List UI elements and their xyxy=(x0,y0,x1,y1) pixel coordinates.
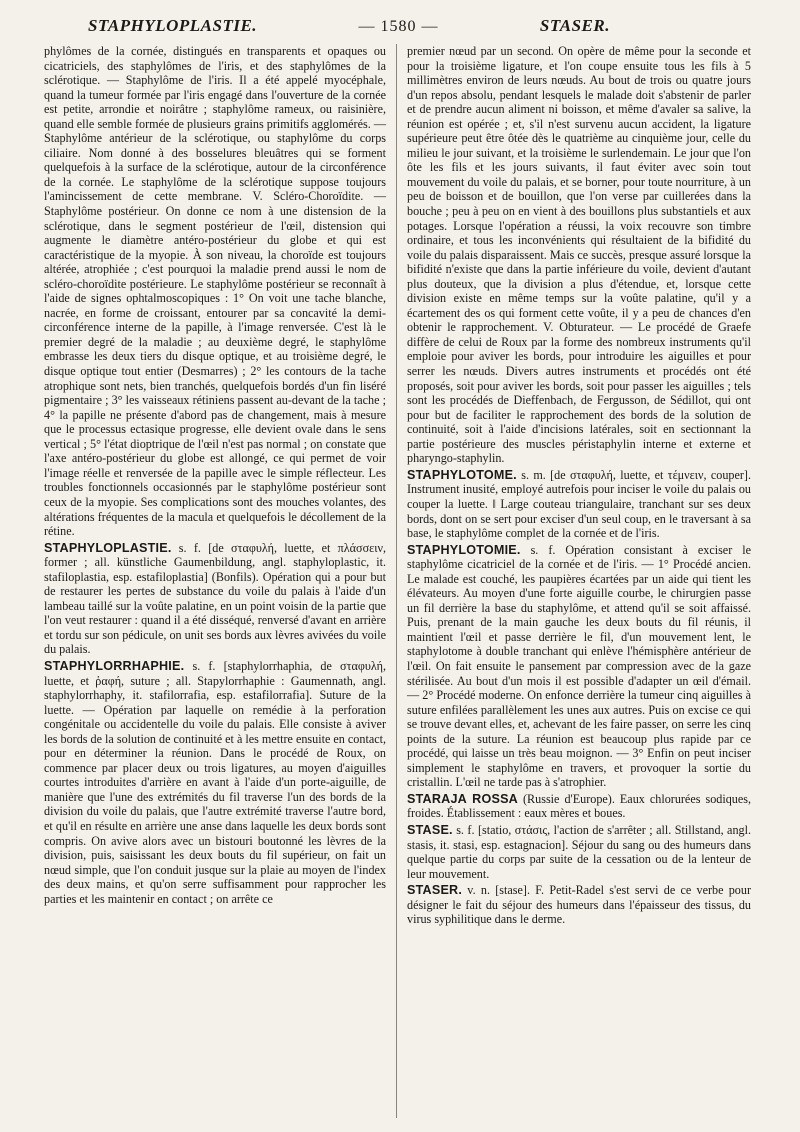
right-column xyxy=(407,44,751,927)
headword: STARAJA ROSSA xyxy=(407,791,518,806)
entry-body: s. m. [de σταφυλή, luette, et τέμνειν, couper]. Instrument inusité, employé autrefois pour inciser le voile du palais ou couper la luette. ‖ Large couteau triangulaire, tranchant sur ses deux bords, dont on se sert pour exciser d'un seul coup, en le traversant à sa base, le staphylôme complet de la cornée et de l'iris. xyxy=(407,467,751,541)
header-left-headword: STAPHYLOPLASTIE. xyxy=(88,16,258,35)
entry-body: s. f. [staphylorrhaphia, de σταφυλή, luette, et ῥαφή, suture ; all. Stapylorrhaphie : Gaumennath, angl. staphylorrhaphy, it. stafilorrafia, esp. estafilorrafia]. Suture de la luette. — Opération par laquelle on remédie à la perforation congénitale ou accidentelle du voile du palais. Elle consiste à aviver les bords de la solution de continuité et à les mettre ensuite en contact, pour en déterminer la réunion. Dans le procédé de Roux, on commence par placer deux ou trois ligatures, au moyen d'aiguilles courtes introduites d'arrière en avant à l'aide d'un porte-aiguille, de manière que l'une des extrémités du fil traverse l'un des bords de la division du voile du palais, que l'autre extrémité traverse l'autre bord, et qu'il en résulte en arrière une anse dans laquelle les deux bords sont compris. On avive alors avec un bistouri boutonné les lèvres de la division, puis, saisissant les deux bouts du fil supérieur, on fait un nœud simple, que l'on conduit jusque sur la plaie au moyen de l'index des deux mains, et qu'on serre suffisamment pour rapprocher les parties et les maintenir en contact ; on arrête ce xyxy=(44,658,386,906)
entry-staraja-rossa xyxy=(407,792,751,821)
staphylorrhaphie-continuation: premier nœud par un second. On opère de même pour la seconde et pour la troisième ligature, et l'on coupe ensuite tous les fils à 5 millimètres environ de leurs nœuds. Au bout de trois ou quatre jours d'un repos absolu, pendant lesquels le malade doit s'abstenir de parler et de prendre aucun aliment ni boisson, et même d'avaler sa salive, la réunion est opérée ; et, s'il n'est survenu aucun accident, la ligature supérieure peut être ôtée dès le quatrième au cinquième jour, celle du milieu le jour suivant, et la troisième le surlendemain. Le jour que l'on ôte les fils et les jours suivants, il faut éviter avec soin tout mouvement du voile du palais, et se borner, pour toute nourriture, à un peu de boisson et de bouillon, que l'on verse par cuillerées dans la bouche ; peu à peu on en vient à des bouillons plus substantiels et aux potages. Lorsque l'opération a réussi, la voix recouvre son timbre ordinaire, et tous les inconvénients qui résultaient de la bifidité du voile du palais disparaissent. Mais ce succès, presque assuré lorsque la bifidité n'existe que dans la partie inférieure du voile, devient d'autant plus douteux, que la division a plus d'étendue, et, lorsque cette division existe en même temps sur la voûte palatine, qu'il y a écartement des os qui forment cette voûte, il y a peu de chances d'en obtenir le rapprochement. V. Obturateur. — Le procédé de Graefe diffère de celui de Roux par la forme des nombreux instruments qu'il emploie pour aviver les bords, pour introduire les aiguilles et pour serrer les nœuds. Divers autres instruments et procédés ont été proposés, soit pour aviver les bords, soit pour passer les aiguilles ; tels sont les procédés de Dieffenbach, de Fergusson, de Sédillot, qui ont pour but de faciliter le rapprochement des bords de la solution de continuité, soit à l'aide d'incisions latérales, soit en sectionnant la partie postérieure des muscles péristaphylin interne et externe et pharyngo-staphylin. xyxy=(407,44,751,466)
entry-staphylotome xyxy=(407,468,751,541)
left-column xyxy=(44,44,386,906)
entry-staphylotomie xyxy=(407,543,751,790)
entry-stase xyxy=(407,823,751,881)
entry-body: (Russie d'Europe). Eaux chlorurées sodiques, froides. Établissement : eaux mères et boues. xyxy=(407,791,751,821)
running-header xyxy=(88,16,760,42)
headword: STASER. xyxy=(407,883,463,898)
page-number: — 1580 — xyxy=(358,18,439,35)
entry-body: s. f. Opération consistant à exciser le staphylôme cicatriciel de la cornée et de l'iris. — 1° Procédé ancien. Le malade est couché, les paupières écartées par un aide qui tient les élévateurs. Au moyen d'une forte aiguille courbe, le chirurgien passe un fil derrière la base du staphylôme, et attend qu'il se soit affaissé. Puis, prenant de la main gauche les deux bouts du fil réunis, il maintient l'œil et passe derrière le fil, d'un mouvement lent, le staphylotome à double tranchant qui enlève l'hémisphère antérieur de l'œil. On fait ensuite le pansement par compression avec de la gaze stérilisée. Au bout d'un mois il est possible d'adapter un œil d'émail. — 2° Procédé moderne. On enfonce derrière la tumeur cinq aiguilles à suture enfilées parallèlement les unes aux autres. Puis on excise ce qui se trouve devant elles, et, achevant de les faire passer, on serre les cinq points de la suture. La réunion est beaucoup plus rapide par ce procédé, qui laisse un très beau moignon. — 3° Enfin on peut inciser simplement le staphylôme en travers, et provoquer la sortie du cristallin. L'œil ne tarde pas à s'atrophier. xyxy=(407,542,751,790)
entry-body: s. f. [statio, στάσις, l'action de s'arrêter ; all. Stillstand, angl. stasis, it. stasi, esp. estagnacion]. Séjour du sang ou des humeurs dans quelque partie du corps par suite de la cessation ou de la lenteur de leur mouvement. xyxy=(407,822,751,881)
headword: STASE. xyxy=(407,822,453,837)
entry-staphylorrhaphie xyxy=(44,659,386,906)
entry-body: s. f. [de σταφυλή, luette, et πλάσσειν, former ; all. künstliche Gaumenbildung, angl. staphyloplastic, it. stafiloplastia, esp. estafiloplastia] (Bonfils). Opération qui a pour but de restaurer les pertes de substance du voile du palais à l'aide d'un lambeau taillé sur la voûte palatine, en un point voisin de la partie que l'on veut restaurer : quand il a été disséqué, renversé d'avant en arrière et tordu sur son pédicule, on unit ses bords aux lèvres avivées du voile du palais. xyxy=(44,540,386,657)
header-right-headword: STASER. xyxy=(539,16,610,35)
column-divider xyxy=(396,44,397,1118)
headword: STAPHYLOTOME. xyxy=(407,467,517,482)
entry-staphyloplastie xyxy=(44,541,386,657)
headword: STAPHYLOPLASTIE. xyxy=(44,540,172,555)
entry-staser xyxy=(407,883,751,927)
headword: STAPHYLORRHAPHIE. xyxy=(44,658,185,673)
headword: STAPHYLOTOMIE. xyxy=(407,542,521,557)
entry-body: v. n. [stase]. F. Petit-Radel s'est servi de ce verbe pour désigner le fait du séjour des humeurs dans l'épaisseur des tissus, du virus syphilitique dans le derme. xyxy=(407,883,751,927)
staphylome-continuation: phylômes de la cornée, distingués en transparents et opaques ou cicatriciels, des staphylômes de l'iris, et des staphylômes de la sclérotique. — Staphylôme de l'iris. Il a été appelé myocéphale, quand la tumeur formée par l'iris engagé dans l'ouverture de la cornée est petite, arrondie et noirâtre ; staphylôme rameux, ou raisinière, quand elle semble formée de plusieurs grains primitifs agglomérés. — Staphylôme antérieur de la sclérotique, ou staphylôme du corps ciliaire. Nom donné à des bosselures bleuâtres qui se forment quelquefois à la surface de la sclérotique, autour de la circonférence de la cornée. Le staphylôme de la sclérotique suppose toujours l'amincissement de cette membrane. V. Scléro-Choroïdite. — Staphylôme postérieur. On donne ce nom à une distension de la sclérotique, dans le segment postérieur de l'œil, distension qui augmente le diamètre antéro-postérieur du globe et qui est caractéristique de la myopie. À son niveau, la choroïde est toujours altérée, atrophiée ; c'est pourquoi la maladie prend aussi le nom de scléro-choroïdite postérieure. Le staphylôme postérieur se reconnaît à l'aide de signes ophtalmoscopiques : 1° On voit une tache blanche, nacrée, en forme de croissant, entourer par sa concavité la demi-circonférence interne de la papille, à l'image renversée. C'est là le premier degré de la maladie ; au deuxième degré, le staphylôme embrasse les deux tiers du disque optique, et au troisième degré, le disque optique tout entier (Desmarres) ; 2° les contours de la tache atrophique sont nets, bien tranchés, quelquefois bordés d'un fin liséré pigmentaire ; 3° les vaisseaux rétiniens passent au-devant de la tache ; 4° la papille ne présente d'abord pas de changement, mais à mesure que le processus ectasique progresse, elle devient ovale dans le sens vertical ; 5° l'état dioptrique de l'œil n'est pas normal ; on constate que l'axe antéro-postérieur du globe est allongé, ce qui permet de voir l'image réelle et renversée de la papille avec le simple réflecteur. Les troubles fonctionnels occasionnés par le staphylôme postérieur sont ceux de la myopie. Ses complications sont des mouches volantes, des altérations fréquentes de la macula et quelquefois le décollement de la rétine. xyxy=(44,44,386,539)
